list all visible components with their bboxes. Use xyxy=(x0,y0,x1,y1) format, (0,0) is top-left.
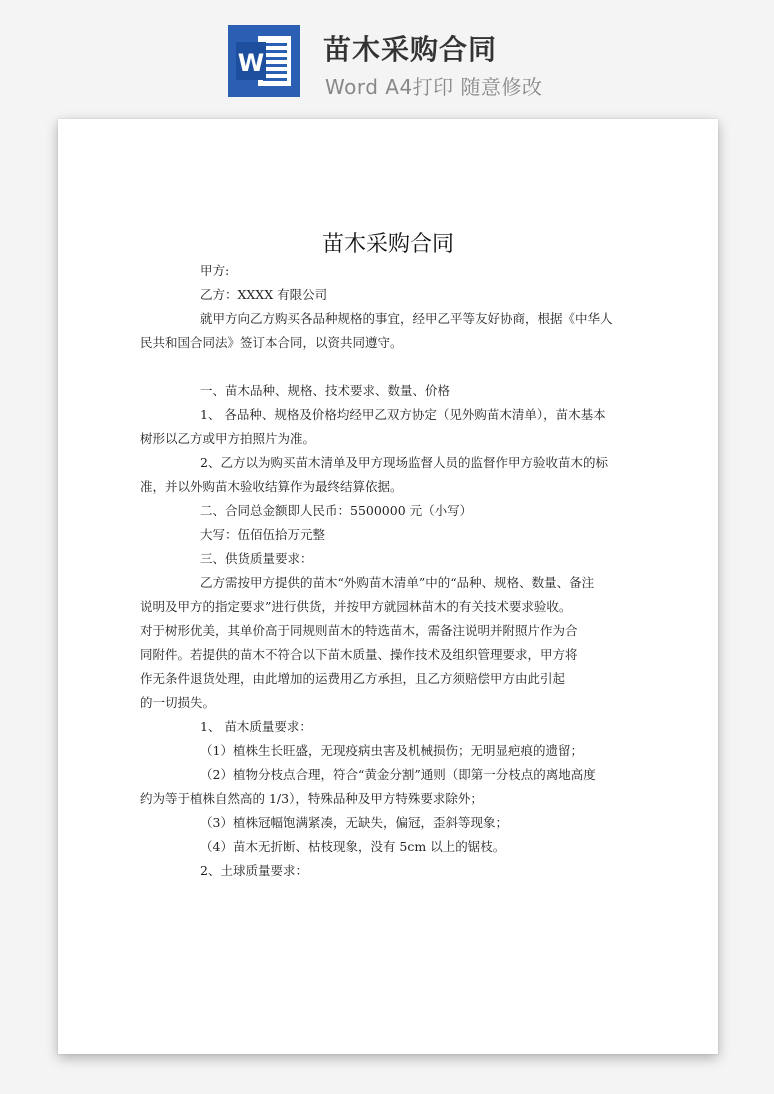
document-page xyxy=(58,119,718,1054)
svg-text:W: W xyxy=(237,49,265,77)
section-heading: 一、苗木品种、规格、技术要求、数量、价格 xyxy=(200,383,451,398)
document-title: 苗木采购合同 xyxy=(321,232,454,257)
header-banner xyxy=(0,0,774,110)
paragraph-line: 乙方需按甲方提供的苗木“外购苗木清单”中的“品种、规格、数量、备注 xyxy=(200,575,595,590)
paragraph-line: 大写：伍佰伍拾万元整 xyxy=(200,527,326,542)
list-item: （4）苗木无折断、枯枝现象，没有 5cm 以上的锯枝。 xyxy=(200,839,506,854)
paragraph-line: 民共和国合同法》签订本合同，以资共同遵守。 xyxy=(140,335,403,350)
paragraph-line: 说明及甲方的指定要求”进行供货，并按甲方就园林苗木的有关技术要求验收。 xyxy=(140,599,572,614)
section-heading: 三、供货质量要求： xyxy=(200,551,313,566)
paragraph-line: 树形以乙方或甲方拍照片为准。 xyxy=(140,431,316,446)
paragraph-line: 的一切损失。 xyxy=(140,695,216,710)
list-item: （1）植株生长旺盛，无现疫病虫害及机械损伤；无明显疤痕的遗留； xyxy=(200,743,583,758)
header-subtitle: Word A4打印 随意修改 xyxy=(325,75,543,99)
paragraph-line: 对于树形优美，其单价高于同规则苗木的特选苗木，需备注说明并附照片作为合 xyxy=(140,623,578,638)
section-heading: 二、合同总金额即人民币：5500000 元（小写） xyxy=(200,503,473,518)
party-b-line: 乙方：XXXX 有限公司 xyxy=(200,287,328,302)
paragraph-line: 作无条件退货处理，由此增加的运费用乙方承担，且乙方须赔偿甲方由此引起 xyxy=(140,671,566,686)
paragraph-line: 准，并以外购苗木验收结算作为最终结算依据。 xyxy=(140,479,403,494)
list-item: （2）植物分枝点合理，符合“黄金分割”通则（即第一分枝点的离地高度 xyxy=(200,767,596,782)
paragraph-line: 2、乙方以为购买苗木清单及甲方现场监督人员的监督作甲方验收苗木的标 xyxy=(200,455,608,470)
list-item: 约为等于植株自然高的 1/3），特殊品种及甲方特殊要求除外； xyxy=(140,791,483,806)
subsection-heading: 2、土球质量要求： xyxy=(200,863,308,878)
word-icon xyxy=(228,25,300,97)
party-a-line: 甲方: xyxy=(200,263,230,278)
paragraph-line: 就甲方向乙方购买各品种规格的事宜，经甲乙平等友好协商，根据《中华人 xyxy=(200,311,613,326)
list-item: （3）植株冠幅饱满紧凑，无缺失，偏冠，歪斜等现象； xyxy=(200,815,508,830)
header-title: 苗木采购合同 xyxy=(323,33,498,66)
paragraph-line: 同附件。若提供的苗木不符合以下苗木质量、操作技术及组织管理要求，甲方将 xyxy=(140,647,578,662)
paragraph-line: 1、 各品种、规格及价格均经甲乙双方协定（见外购苗木清单），苗木基本 xyxy=(200,407,606,422)
subsection-heading: 1、 苗木质量要求： xyxy=(200,719,312,734)
